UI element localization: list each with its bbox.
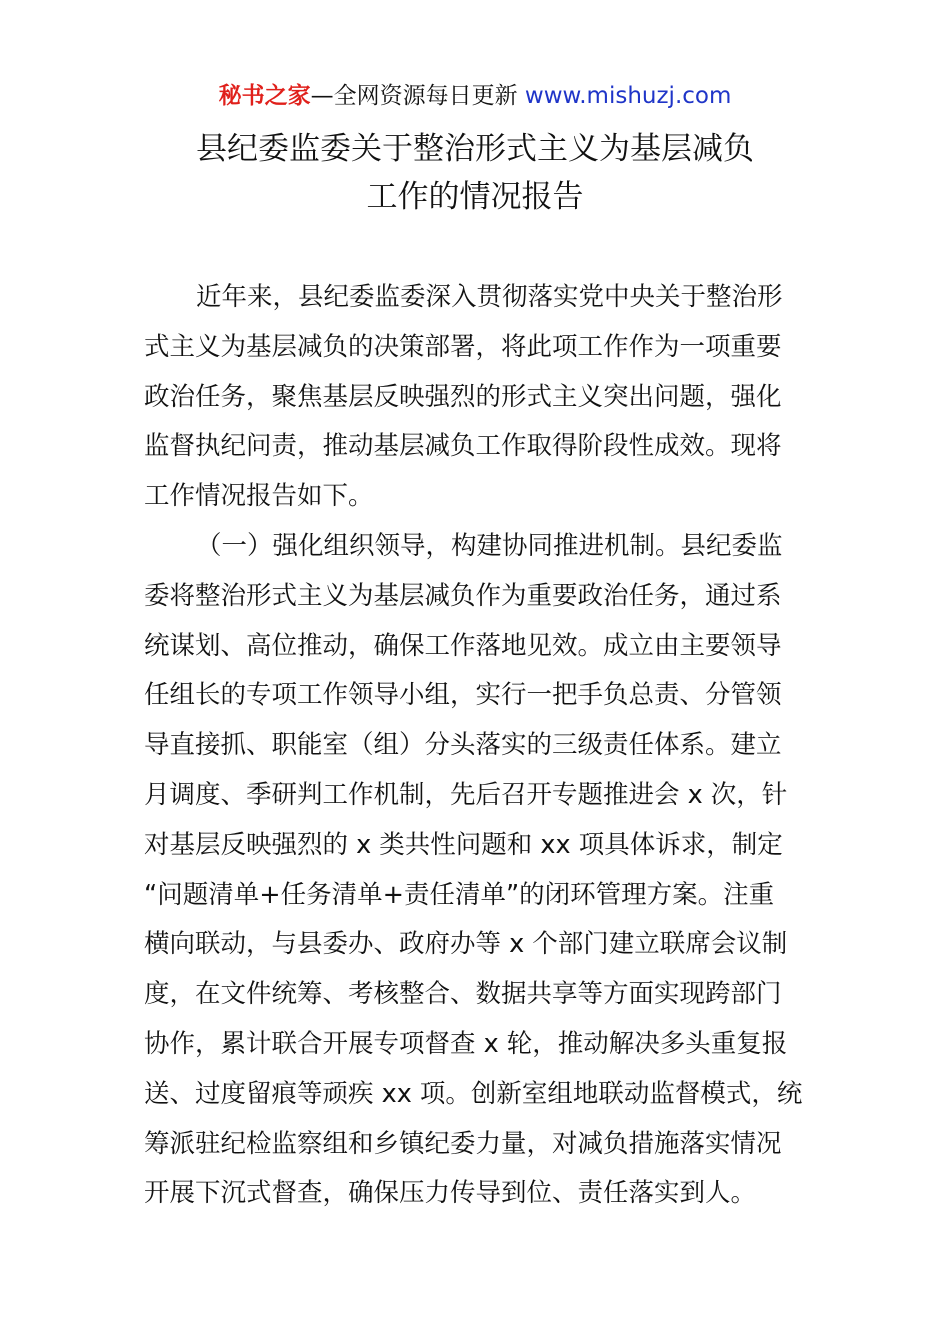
paragraph-line: 送、过度留痕等顽疾 xx 项。创新室组地联动监督模式，统 [144, 1078, 803, 1109]
paragraph-line: 对基层反映强烈的 x 类共性问题和 xx 项具体诉求，制定 [144, 829, 783, 860]
paragraph-line: 月调度、季研判工作机制，先后召开专题推进会 x 次，针 [144, 779, 788, 810]
title-line-1: 县纪委监委关于整治形式主义为基层减负 [196, 131, 754, 167]
paragraph-line: 委将整治形式主义为基层减负作为重要政治任务，通过系 [144, 580, 782, 611]
paragraph-line: 筹派驻纪检监察组和乡镇纪委力量，对减负措施落实情况 [144, 1128, 782, 1159]
paragraph-line: 开展下沉式督查，确保压力传导到位、责任落实到人。 [144, 1178, 757, 1209]
paragraph-line: 监督执纪问责，推动基层减负工作取得阶段性成效。现将 [144, 431, 782, 462]
paragraph-section-1 [144, 522, 808, 1219]
paragraph-line: 统谋划、高位推动，确保工作落地见效。成立由主要领导 [144, 630, 782, 661]
paragraph-line: 政治任务，聚焦基层反映强烈的形式主义突出问题，强化 [144, 381, 782, 412]
paragraph-line: 任组长的专项工作领导小组，实行一把手负总责、分管领 [144, 680, 782, 711]
paragraph-line: “问题清单+任务清单+责任清单”的闭环管理方案。注重 [144, 879, 775, 910]
paragraph-line: 横向联动，与县委办、政府办等 x 个部门建立联席会议制 [144, 929, 788, 960]
paragraph-line: 协作，累计联合开展专项督查 x 轮，推动解决多头重复报 [144, 1028, 788, 1059]
paragraph-line: 工作情况报告如下。 [144, 481, 374, 512]
site-header [0, 80, 950, 112]
paragraph-line: 度，在文件统筹、考核整合、数据共享等方面实现跨部门 [144, 979, 782, 1010]
paragraph-line: （一）强化组织领导，构建协同推进机制。县纪委监 [196, 530, 783, 561]
title-line-2: 工作的情况报告 [366, 179, 584, 215]
paragraph-line: 近年来，县纪委监委深入贯彻落实党中央关于整治形 [196, 282, 783, 312]
site-tagline: —全网资源每日更新 [310, 83, 518, 109]
paragraph-line: 导直接抓、职能室（组）分头落实的三级责任体系。建立 [144, 730, 782, 761]
document-title [0, 125, 950, 221]
paragraph-intro [144, 273, 808, 522]
site-brand: 秘书之家 [218, 83, 311, 109]
site-url-link[interactable]: www.mishuzj.com [524, 83, 732, 109]
document-body [144, 273, 808, 1219]
paragraph-line: 式主义为基层减负的决策部署，将此项工作作为一项重要 [144, 331, 782, 362]
